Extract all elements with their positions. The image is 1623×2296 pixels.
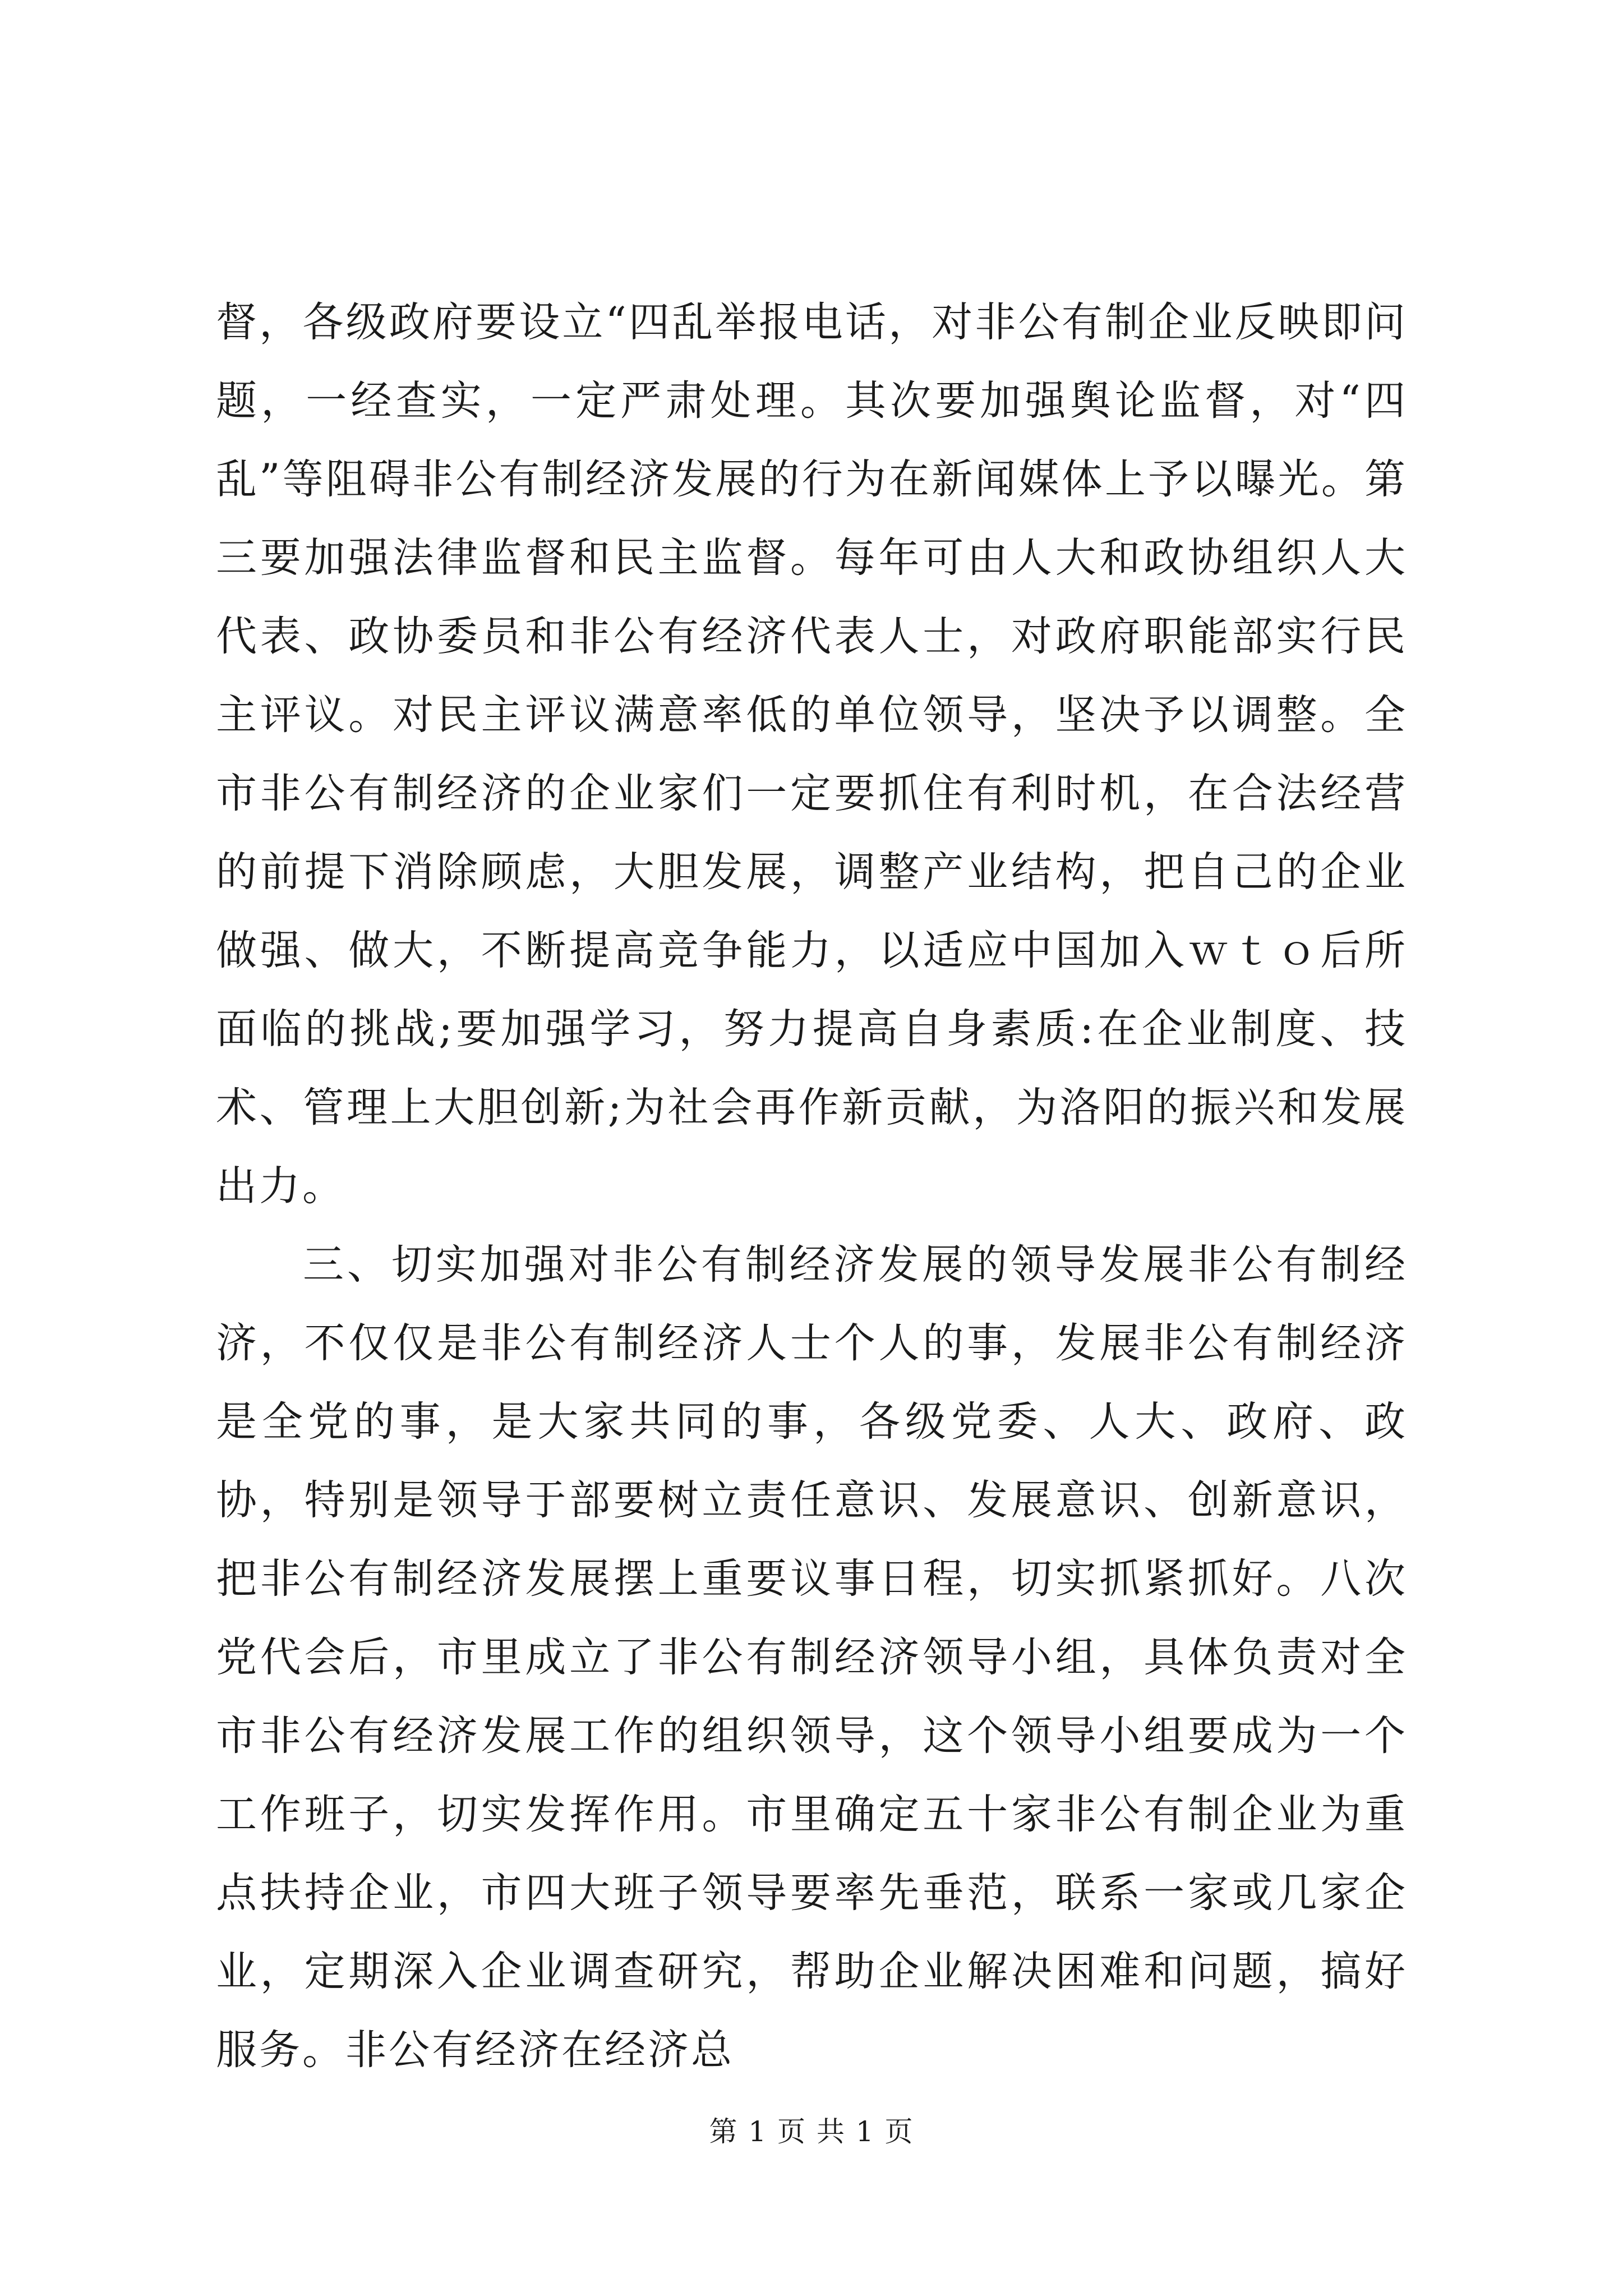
paragraph-1: 督，各级政府要设立“四乱举报电话，对非公有制企业反映即问题，一经查实，一定严肃处理。其次要加强舆论监督，对“四乱”等阻碍非公有制经济发展的行为在新闻媒体上予以曝光。第三要加强法律监督和民主监督。每年可由人大和政协组织人大代表、政协委员和非公有经济代表人士，对政府职能部实行民主评议。对民主评议满意率低的单位领导，坚决予以调整。全市非公有制经济的企业家们一定要抓住有利时机，在合法经营的前提下消除顾虑，大胆发展，调整产业结构，把自己的企业做强、做大，不断提高竞争能力，以适应中国加入ｗｔｏ后所面临的挑战;要加强学习，努力提高自身素质:在企业制度、技术、管理上大胆创新;为社会再作新贡献，为洛阳的振兴和发展出力。 [216,298,1408,1210]
document-body [216,283,1408,2090]
page-footer: 第 1 页 共 1 页 [709,2115,914,2148]
paragraph-2: 三、切实加强对非公有制经济发展的领导发展非公有制经济，不仅仅是非公有制经济人士个人的事，发展非公有制经济是全党的事，是大家共同的事，各级党委、人大、政府、政协，特别是领导于部要树立责任意识、发展意识、创新意识，把非公有制经济发展摆上重要议事日程，切实抓紧抓好。八次党代会后，市里成立了非公有制经济领导小组，具体负责对全市非公有经济发展工作的组织领导，这个领导小组要成为一个工作班子，切实发挥作用。市里确定五十家非公有制企业为重点扶持企业，市四大班子领导要率先垂范，联系一家或几家企业，定期深入企业调查研究，帮助企业解决困难和问题，搞好服务。非公有经济在经济总 [216,1241,1408,2074]
